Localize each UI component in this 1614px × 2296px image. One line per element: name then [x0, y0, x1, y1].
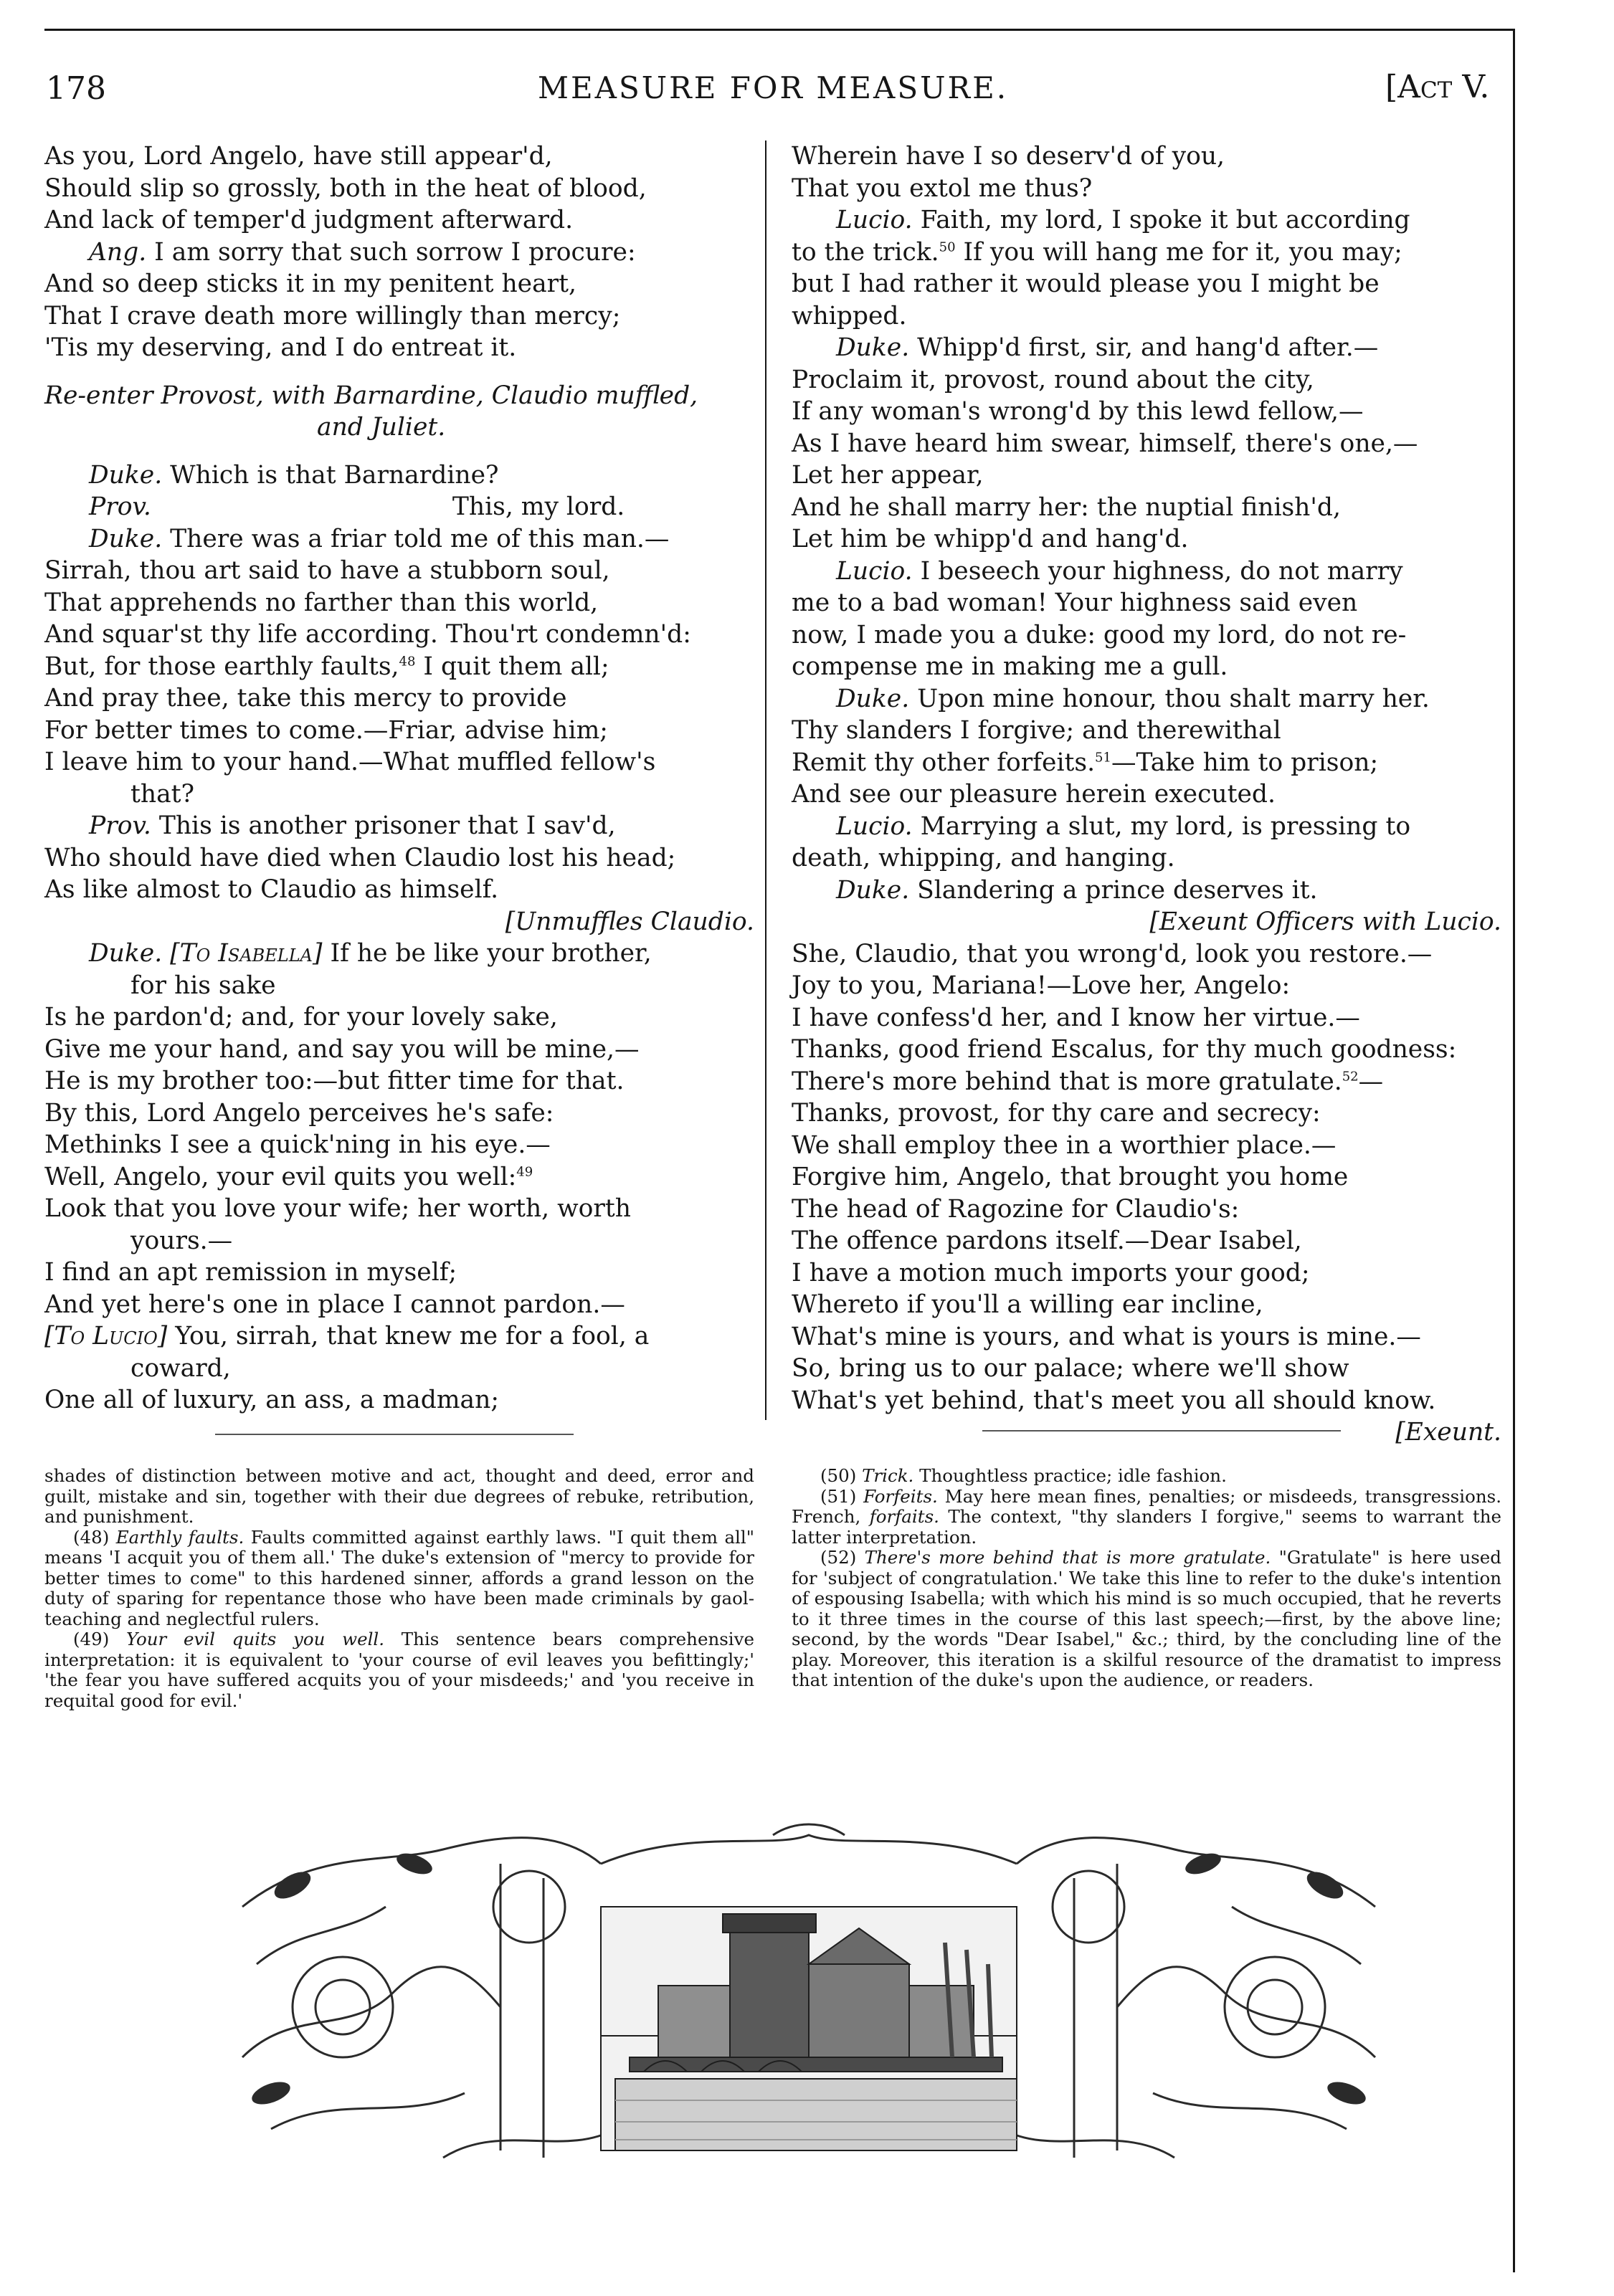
footnote-title: Forfeits.: [863, 1485, 938, 1507]
verse-line: What's mine is yours, and what is yours is mine.—: [792, 1322, 1421, 1351]
verse-text: Whipp'd first, sir, and hang'd after.—: [917, 333, 1379, 362]
speaker-name: Lucio.: [836, 206, 913, 234]
aside-direction: [To Lucio]: [44, 1322, 168, 1351]
footnote-text: The context, "thy slanders I forgive," seems to warrant the latter interpretation.: [792, 1506, 1502, 1548]
running-title: MEASURE FOR MEASURE.: [538, 70, 1009, 105]
speech-line: [792, 556, 1501, 588]
speech-line: [792, 683, 1501, 715]
verse-line: [44, 1161, 754, 1194]
verse-line: I find an apt remission in myself;: [44, 1258, 457, 1287]
speaker-name: Lucio.: [836, 556, 913, 586]
verse-text: But, for those earthly faults,: [44, 652, 399, 681]
footnote-52: [792, 1548, 1501, 1691]
verse-line: And lack of temper'd judgment afterward.: [44, 206, 574, 234]
footnote-title: Trick.: [862, 1465, 914, 1486]
speech-line: [792, 875, 1501, 907]
verse-text: I quit them all;: [415, 652, 609, 681]
speech-line: [44, 491, 754, 523]
footnote-text: May here mean fines, penalties; or misdeeds, transgressions. French,: [792, 1485, 1501, 1527]
verse-line: What's yet behind, that's meet you all should know.: [792, 1386, 1436, 1415]
verse-text: This is another prisoner that I sav'd,: [158, 811, 616, 840]
prose-line: compense me in making me a gull.: [792, 652, 1228, 681]
verse-line: For better times to come.—Friar, advise him;: [44, 715, 608, 745]
footnote-title: Earthly faults.: [115, 1526, 245, 1548]
verse-line: And squar'st thy life according. Thou'rt condemn'd:: [44, 620, 691, 649]
footnotes-right: [792, 1466, 1501, 1691]
footnote-49: [44, 1629, 754, 1711]
footnote-continuation: shades of distinction between motive and act, thought and deed, error and guilt, mistake and sin, together with their due degrees of rebuke, retribution, and punishment.: [44, 1465, 754, 1527]
verse-text: If he be like your brother,: [330, 939, 652, 968]
verse-line-continuation: yours.—: [130, 1226, 233, 1255]
column-divider: [765, 140, 766, 1420]
verse-line: And yet here's one in place I cannot pardon.—: [44, 1290, 625, 1319]
verse-text: I beseech your highness, do not marry: [920, 556, 1403, 586]
verse-line: [44, 651, 754, 683]
verse-line: That I crave death more willingly than mercy;: [44, 301, 621, 330]
verse-line: The head of Ragozine for Claudio's:: [792, 1194, 1240, 1224]
verse-line: So, bring us to our palace; where we'll show: [792, 1354, 1349, 1383]
verse-text: Marrying a slut, my lord, is pressing to: [920, 811, 1411, 841]
prose-line: death, whipping, and hanging.: [792, 844, 1175, 872]
verse-text: Faith, my lord, I spoke it but according: [920, 206, 1410, 234]
speaker-name: Duke.: [89, 460, 163, 490]
speaker-name: Duke.: [836, 333, 910, 362]
verse-line: [792, 747, 1501, 779]
aside-direction: [To Isabella]: [170, 939, 323, 968]
verse-line-continuation: coward,: [130, 1353, 231, 1383]
verse-line: One all of luxury, an ass, a madman;: [44, 1386, 499, 1414]
verse-line: She, Claudio, that you wrong'd, look you restore.—: [792, 939, 1433, 968]
verse-line: Who should have died when Claudio lost his head;: [44, 843, 676, 872]
verse-line: I have a motion much imports your good;: [792, 1258, 1310, 1287]
verse-text: If you will hang me for it, you may;: [955, 237, 1402, 267]
footnote-term: forfaits.: [869, 1506, 939, 1527]
act-label: [Act V.: [1385, 69, 1490, 105]
footnotes-left: [44, 1466, 754, 1711]
footnote-separator: [982, 1430, 1341, 1432]
verse-line: [792, 1066, 1501, 1098]
verse-line: The offence pardons itself.—Dear Isabel,: [792, 1226, 1302, 1255]
stage-direction: and Juliet.: [317, 413, 446, 442]
verse-text: Which is that Barnardine?: [170, 460, 499, 490]
verse-line: [44, 1320, 754, 1353]
footnote-title: Your evil quits you well.: [125, 1629, 385, 1649]
verse-line: Proclaim it, provost, round about the city,: [792, 365, 1314, 394]
vignette-engraving-icon: [228, 1821, 1390, 2193]
stage-direction: [Unmuffles Claudio.: [505, 907, 754, 936]
verse-line: By this, Lord Angelo perceives he's safe:: [44, 1098, 554, 1128]
verse-line: As like almost to Claudio as himself.: [44, 875, 499, 904]
footnote-text: Thoughtless practice; idle fashion.: [919, 1465, 1227, 1486]
speaker-name: Duke.: [89, 939, 163, 968]
speech-line: [44, 938, 754, 970]
footnote-50: [792, 1466, 1501, 1487]
page-edge-rule: [1513, 29, 1515, 2272]
verse-line: 'Tis my deserving, and I do entreat it.: [44, 333, 517, 362]
footnote-ref[interactable]: 52: [1342, 1069, 1359, 1084]
verse-line: Sirrah, thou art said to have a stubborn soul,: [44, 556, 610, 585]
verse-text: There was a friar told me of this man.—: [170, 524, 670, 553]
verse-line: As I have heard him swear, himself, there's one,—: [792, 429, 1418, 458]
verse-line: Thy slanders I forgive; and therewithal: [792, 716, 1281, 745]
footnote-separator: [215, 1434, 574, 1435]
footnote-text: This sentence bears comprehensive interpretation: it is equivalent to 'your course of evil leaves you befittingly;' 'the fear you have suffered acquits you of your misdeeds;' and 'you receive in requital good for evil.': [44, 1629, 754, 1711]
footnote-number: (51): [820, 1485, 857, 1507]
verse-line: Methinks I see a quick'ning in his eye.—: [44, 1130, 551, 1159]
stage-direction: [Exeunt Officers with Lucio.: [1149, 908, 1501, 936]
speech-line: [44, 459, 754, 492]
verse-line: That apprehends no farther than this world,: [44, 588, 599, 617]
verse-line: We shall employ thee in a worthier place.—: [792, 1130, 1337, 1160]
verse-text: This, my lord.: [452, 492, 625, 521]
verse-line: As you, Lord Angelo, have still appear'd,: [44, 142, 553, 171]
verse-text: You, sirrah, that knew me for a fool, a: [175, 1322, 650, 1351]
footnote-number: (49): [73, 1629, 110, 1649]
speaker-name: Lucio.: [836, 811, 913, 841]
footnote-51: [792, 1487, 1501, 1548]
footnote-ref[interactable]: 48: [399, 654, 416, 669]
verse-line: Give me your hand, and say you will be mine,—: [44, 1034, 640, 1064]
verse-line: That you extol me thus?: [792, 173, 1093, 203]
header-rule: [44, 29, 1514, 31]
right-text-column: [792, 140, 1501, 1449]
speech-line: [792, 811, 1501, 843]
left-text-column: [44, 140, 754, 1416]
verse-line: And so deep sticks it in my penitent heart,: [44, 270, 576, 298]
verse-line: I leave him to your hand.—What muffled fellow's: [44, 748, 656, 776]
verse-text: Slandering a prince deserves it.: [917, 875, 1318, 905]
speech-line: [44, 237, 754, 269]
verse-line: If any woman's wrong'd by this lewd fellow,—: [792, 397, 1364, 426]
verse-line: I have confess'd her, and I know her virtue.—: [792, 1003, 1360, 1032]
verse-line: Look that you love your wife; her worth, worth: [44, 1194, 631, 1223]
speaker-name: Duke.: [836, 684, 910, 713]
prose-line: [792, 237, 1501, 269]
prose-line: but I had rather it would please you I might be: [792, 270, 1380, 298]
verse-text: —Take him to prison;: [1111, 748, 1379, 777]
verse-line-continuation: that?: [130, 779, 195, 809]
verse-text: to the trick.: [792, 237, 939, 267]
footnote-number: (48): [73, 1526, 110, 1548]
verse-text: There's more behind that is more gratulate.: [792, 1067, 1342, 1096]
verse-line: Thanks, good friend Escalus, for thy much goodness:: [792, 1035, 1457, 1064]
prose-line: now, I made you a duke: good my lord, do not re-: [792, 620, 1407, 649]
footnote-number: (50): [820, 1465, 857, 1486]
verse-line: And he shall marry her: the nuptial finish'd,: [792, 492, 1341, 522]
verse-line: Wherein have I so deserv'd of you,: [792, 142, 1225, 171]
verse-line: Joy to you, Mariana!—Love her, Angelo:: [792, 971, 1291, 1000]
verse-text: Remit thy other forfeits.: [792, 748, 1096, 777]
verse-line: He is my brother too:—but fitter time for that.: [44, 1067, 625, 1095]
verse-text: Well, Angelo, your evil quits you well:: [44, 1162, 517, 1191]
footnote-text: Faults committed against earthly laws. "I quit them all" means 'I acquit you of them all.' The duke's extension of "mercy to provide for better times to come" to this hardened sinner, affords a grand lesson on the duty of sparing for repentance those who have been made criminals by gaol-teaching and neglectful rulers.: [44, 1526, 754, 1629]
verse-line: And pray thee, take this mercy to provide: [44, 684, 567, 713]
speech-line: [44, 523, 754, 556]
page-number: 178: [46, 70, 106, 107]
footnote-title: There's more behind that is more gratulate.: [864, 1547, 1271, 1568]
verse-line: Let him be whipp'd and hang'd.: [792, 525, 1189, 553]
footnote-ref[interactable]: 49: [516, 1164, 533, 1179]
verse-line: Thanks, provost, for thy care and secrecy:: [792, 1099, 1321, 1128]
verse-line: Forgive him, Angelo, that brought you home: [792, 1163, 1349, 1191]
footnote-text: "Gratulate" is here used for 'subject of congratulation.' We take this line to refer to the duke's intention of espousing Isabella; with which his mind is so much occupied, that he reverts to it three times in the course of this last speech;—first, by the above line; second, by the words "Dear Isabel," &c.; third, by the concluding line of the play. Moreover, this iteration is a skilful resource of the dramatist to impress that intention of the duke's upon the audience, or readers.: [792, 1547, 1501, 1690]
footnote-number: (52): [820, 1547, 857, 1568]
speech-line: [792, 204, 1501, 237]
stage-direction: Re-enter Provost, with Barnardine, Claudio muffled,: [44, 381, 698, 410]
verse-text: —: [1358, 1067, 1384, 1096]
verse-line-continuation: for his sake: [130, 971, 276, 1000]
verse-line: Whereto if you'll a willing ear incline,: [792, 1290, 1263, 1319]
footnote-48: [44, 1528, 754, 1630]
prose-line: whipped.: [792, 301, 907, 330]
speaker-name: Duke.: [836, 875, 910, 905]
speaker-name: Ang.: [89, 237, 147, 267]
verse-line: Let her appear,: [792, 461, 984, 490]
verse-text: Upon mine honour, thou shalt marry her.: [917, 684, 1430, 713]
speech-line: [792, 332, 1501, 364]
verse-text: I am sorry that such sorrow I procure:: [154, 237, 636, 267]
speech-line: [44, 810, 754, 842]
speaker-name: Prov.: [89, 811, 151, 840]
verse-line: Is he pardon'd; and, for your lovely sake,: [44, 1003, 558, 1032]
verse-line: Should slip so grossly, both in the heat of blood,: [44, 173, 647, 203]
footnote-ref[interactable]: 51: [1095, 750, 1111, 765]
prose-line: me to a bad woman! Your highness said even: [792, 589, 1358, 617]
footnote-ref[interactable]: 50: [939, 239, 956, 254]
stage-direction: [Exeunt.: [1395, 1418, 1501, 1447]
speaker-name: Duke.: [89, 524, 163, 553]
speaker-name: Prov.: [89, 492, 151, 521]
verse-line: And see our pleasure herein executed.: [792, 780, 1276, 809]
